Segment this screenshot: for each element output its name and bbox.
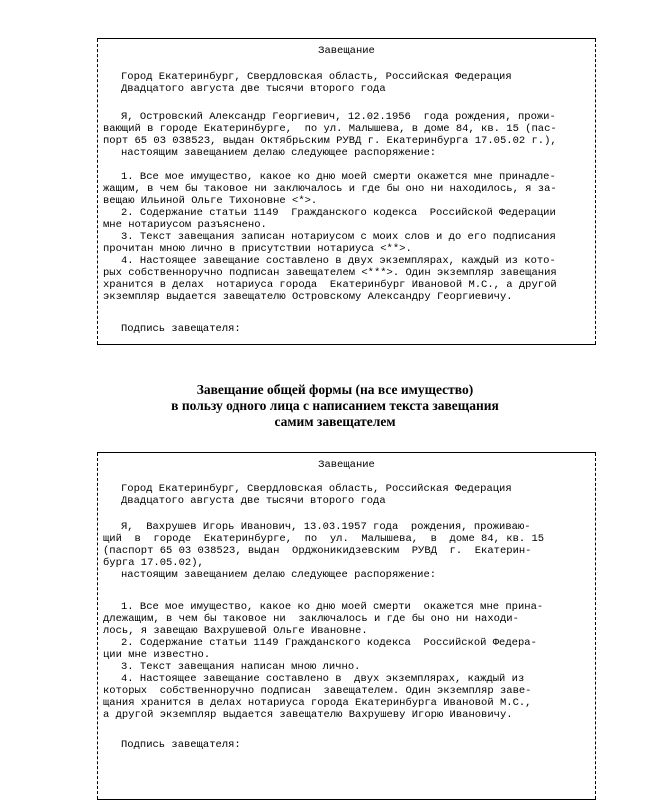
doc1-text-line: настоящим завещанием делаю следующее распоряжение:	[121, 147, 437, 159]
doc2-text-line: ции мне известно.	[103, 649, 211, 661]
doc2-date: Двадцатого августа две тысячи второго года	[121, 495, 386, 507]
doc1-text-line: Я, Островский Александр Георгиевич, 12.02.1956 года рождения, прожи-	[121, 111, 556, 123]
doc1-text-line: 4. Настоящее завещание составлено в двух экземплярах, каждый из кото-	[121, 255, 556, 267]
doc1-text-line: 3. Текст завещания записан нотариусом с моих слов и до его подписания	[121, 231, 556, 243]
doc2-text-line: щания хранится в делах нотариуса города Екатеринбурга Ивановой М.С.,	[103, 697, 532, 709]
doc1-text-line: жащим, в чем бы таковое ни заключалось и где бы оно ни находилось, я за-	[103, 183, 557, 195]
doc1-text-line: хранится в делах нотариуса города Екатеринбург Ивановой М.С., а другой	[103, 279, 557, 291]
doc2-title: Завещание	[318, 459, 375, 471]
doc1-date: Двадцатого августа две тысячи второго года	[121, 83, 386, 95]
doc1-text-line: 2. Содержание статьи 1149 Гражданского кодекса Российской Федерации	[121, 207, 556, 219]
section-heading-line-3: самим завещателем	[274, 414, 396, 429]
doc2-text-line: а другой экземпляр выдается завещателю Вахрушеву Игорю Ивановичу.	[103, 709, 513, 721]
doc1-text-line: 1. Все мое имущество, какое ко дню моей смерти окажется мне принадле-	[121, 171, 556, 183]
doc1-text-line: порт 65 03 038523, выдан Октябрьским РУВД г. Екатеринбурга 17.05.02 г.),	[103, 135, 557, 147]
doc2-text-line: 4. Настоящее завещание составлено в двух экземплярах, каждый из	[121, 673, 525, 685]
section-heading-line-1: Завещание общей формы (на все имущество)	[196, 382, 474, 397]
will-document-1	[97, 38, 596, 345]
doc2-text-line: 1. Все мое имущество, какое ко дню моей смерти окажется мне прина-	[121, 601, 544, 613]
doc1-title: Завещание	[318, 45, 375, 57]
doc1-text-line: экземпляр выдается завещателю Островскому Александру Георгиевичу.	[103, 291, 513, 303]
doc2-text-line: (паспорт 65 03 038523, выдан Орджоникидзевским РУВД г. Екатерин-	[103, 545, 532, 557]
doc1-city: Город Екатеринбург, Свердловская область, Российская Федерация	[121, 71, 512, 83]
doc2-text-line: длежащим, в чем бы таковое ни заключалось и где бы оно ни находи-	[103, 613, 519, 625]
doc2-text-line: 2. Содержание статьи 1149 Гражданского кодекса Российской Федера-	[121, 637, 537, 649]
doc1-text-line: вещаю Ильиной Ольге Тихоновне <*>.	[103, 195, 318, 207]
section-heading-line-2: в пользу одного лица с написанием текста завещания	[171, 398, 499, 413]
doc2-text-line: которых собственноручно подписан завещателем. Один экземпляр заве-	[103, 685, 532, 697]
doc2-text-line: настоящим завещанием делаю следующее распоряжение:	[121, 569, 437, 581]
doc2-text-line: щий в городе Екатеринбурге, по ул. Малышева, в доме 84, кв. 15	[103, 533, 545, 545]
doc1-text-line: прочитан мною лично в присутствии нотариуса <**>.	[103, 243, 412, 255]
doc1-text-line: вающий в городе Екатеринбурге, по ул. Малышева, в доме 84, кв. 15 (пас-	[103, 123, 557, 135]
doc1-signature-label: Подпись завещателя:	[121, 323, 241, 335]
doc2-signature-label: Подпись завещателя:	[121, 739, 241, 751]
doc2-text-line: Я, Вахрушев Игорь Иванович, 13.03.1957 года рождения, проживаю-	[121, 521, 531, 533]
doc1-text-line: мне нотариусом разъяснено.	[103, 219, 267, 231]
doc2-text-line: бурга 17.05.02),	[103, 557, 204, 569]
doc2-city: Город Екатеринбург, Свердловская область, Российская Федерация	[121, 483, 512, 495]
doc2-text-line: лось, я завещаю Вахрушевой Ольге Ивановне.	[103, 625, 368, 637]
will-document-2	[97, 452, 596, 800]
doc2-text-line: 3. Текст завещания написан мною лично.	[121, 661, 361, 673]
doc1-text-line: рых собственноручно подписан завещателем <***>. Один экземпляр завещания	[103, 267, 557, 279]
